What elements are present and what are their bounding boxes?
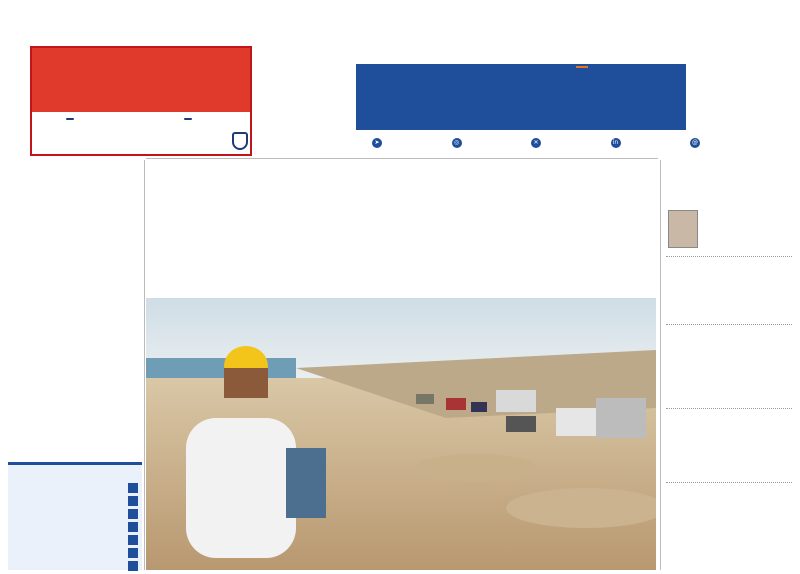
masthead-title[interactable]: [360, 58, 700, 138]
linkedin-icon: in: [611, 138, 621, 148]
social-telegram[interactable]: [372, 134, 384, 152]
right-body: [666, 508, 792, 566]
page-number: [128, 522, 138, 532]
selected-headlines-box: [8, 462, 142, 570]
advertisement[interactable]: [30, 46, 252, 156]
list-item[interactable]: [12, 509, 138, 519]
divider: [146, 158, 658, 159]
page-number: [128, 496, 138, 506]
right-column: [666, 170, 792, 570]
masthead-tagline: [576, 66, 588, 68]
right-body: [702, 208, 792, 252]
ad-banner: [32, 48, 250, 112]
social-linkedin[interactable]: [611, 134, 623, 152]
social-threads[interactable]: [690, 134, 702, 152]
ad-pill-payment: [66, 118, 74, 120]
divider: [666, 408, 792, 409]
shield-icon: [232, 132, 248, 150]
divider: [144, 160, 145, 570]
page-number: [128, 561, 138, 571]
divider: [666, 256, 792, 257]
twitter-icon: ✕: [531, 138, 541, 148]
social-twitter[interactable]: [531, 134, 543, 152]
telegram-icon: ➤: [372, 138, 382, 148]
page-number: [128, 483, 138, 493]
page-number: [128, 535, 138, 545]
left-article-1-body: [10, 250, 138, 334]
social-instagram[interactable]: [452, 134, 464, 152]
instagram-icon: ◎: [452, 138, 462, 148]
social-bar: [372, 134, 702, 152]
divider: [666, 482, 792, 483]
right-body: [666, 292, 792, 322]
right-body: [666, 350, 792, 406]
list-item[interactable]: [12, 548, 138, 558]
left-article-2-body: [10, 388, 138, 458]
list-item[interactable]: [12, 483, 138, 493]
right-body: [666, 434, 792, 480]
gaza-photo[interactable]: [146, 298, 656, 570]
author-portrait: [668, 210, 698, 248]
list-item[interactable]: [12, 522, 138, 532]
threads-icon: @: [692, 139, 698, 146]
divider: [660, 160, 661, 570]
watermark-site: [121, 0, 202, 17]
page-number: [128, 548, 138, 558]
ad-pill-year: [184, 118, 192, 120]
watermark-word: [113, 0, 203, 22]
list-item[interactable]: [12, 535, 138, 545]
list-item[interactable]: [12, 561, 138, 571]
list-item[interactable]: [12, 496, 138, 506]
divider: [666, 324, 792, 325]
page-number: [128, 509, 138, 519]
